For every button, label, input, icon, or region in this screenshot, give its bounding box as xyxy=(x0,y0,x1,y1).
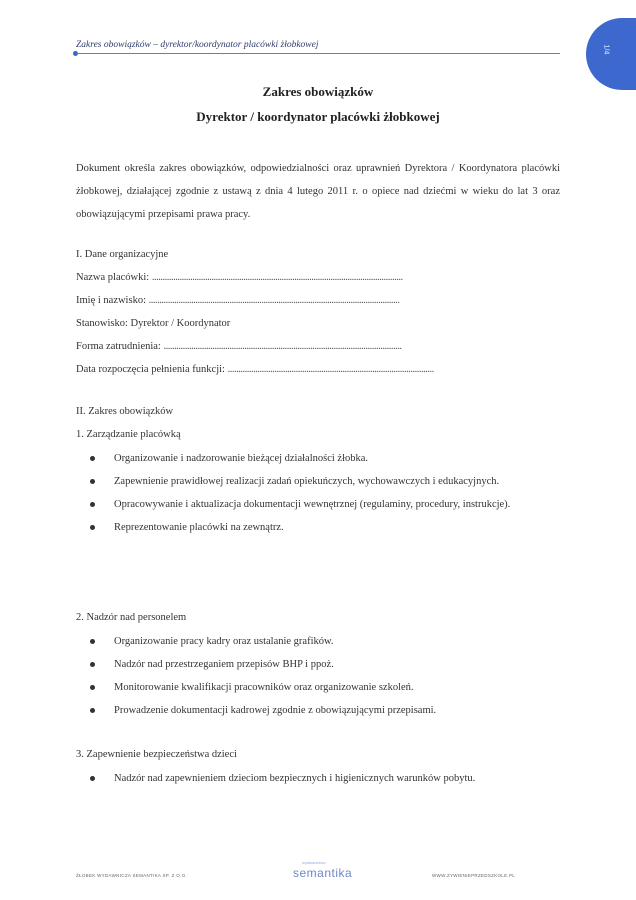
fill-in-line: ................................................................................................. xyxy=(227,364,434,375)
bullet-icon xyxy=(90,456,95,461)
field-label: Forma zatrudnienia: xyxy=(76,341,161,352)
footer-publisher: ŻŁOBEK WYDAWNICZA SEMANTIKA SP. Z O.O. xyxy=(76,873,187,878)
bullet-icon xyxy=(90,776,95,781)
field-position xyxy=(76,318,230,329)
bullet-icon xyxy=(90,662,95,667)
subsection-heading-staff: 2. Nadzór nad personelem xyxy=(76,612,187,623)
bullet-icon xyxy=(90,685,95,690)
bullet-icon xyxy=(90,639,95,644)
footer-logo-caption: wydawnictwo xyxy=(302,860,326,865)
list-item: Nadzór nad zapewnieniem dzieciom bezpiecznych i higienicznych warunków pobytu. xyxy=(76,767,560,790)
subsection-heading-safety: 3. Zapewnienie bezpieczeństwa dzieci xyxy=(76,749,237,760)
section-heading-organizational: I. Dane organizacyjne xyxy=(76,249,169,260)
fill-in-line: ...................................................................................................................... xyxy=(148,295,400,306)
footer-logo: semantika xyxy=(293,866,353,880)
section-heading-duties: II. Zakres obowiązków xyxy=(76,406,174,417)
list-item: Nadzór nad przestrzeganiem przepisów BHP i ppoż. xyxy=(76,653,560,676)
field-label: Imię i nazwisko: xyxy=(76,295,146,306)
footer-website: WWW.ZYWIENIEPRZEDSZKOLE.PL xyxy=(432,873,516,878)
bullet-icon xyxy=(90,708,95,713)
list-item: Opracowywanie i aktualizacja dokumentacji wewnętrznej (regulaminy, procedury, instrukcje). xyxy=(76,493,560,516)
field-facility-name xyxy=(76,272,403,283)
page-number-tab xyxy=(586,18,636,90)
list-item: Zapewnienie prawidłowej realizacji zadań opiekuńczych, wychowawczych i edukacyjnych. xyxy=(76,470,560,493)
management-list xyxy=(76,447,560,539)
list-item: Organizowanie i nadzorowanie bieżącej działalności żłobka. xyxy=(76,447,560,470)
field-label: Stanowisko: Dyrektor / Koordynator xyxy=(76,318,231,329)
safety-list xyxy=(76,767,560,790)
field-start-date xyxy=(76,364,434,375)
bullet-icon xyxy=(90,525,95,530)
list-item: Reprezentowanie placówki na zewnątrz. xyxy=(76,516,560,539)
list-item: Monitorowanie kwalifikacji pracowników oraz organizowanie szkoleń. xyxy=(76,676,560,699)
field-full-name xyxy=(76,295,399,306)
field-label: Data rozpoczęcia pełnienia funkcji: xyxy=(76,364,225,375)
document-subtitle: Dyrektor / koordynator placówki żłobkowej xyxy=(196,109,440,124)
list-item: Organizowanie pracy kadry oraz ustalanie grafików. xyxy=(76,630,560,653)
page-number: 1/4 xyxy=(602,44,610,55)
list-item: Prowadzenie dokumentacji kadrowej zgodnie z obowiązującymi przepisami. xyxy=(76,699,560,722)
bullet-icon xyxy=(90,479,95,484)
staff-list xyxy=(76,630,560,722)
bullet-icon xyxy=(90,502,95,507)
running-header: Zakres obowiązków – dyrektor/koordynator placówki żłobkowej xyxy=(76,40,319,50)
subsection-heading-management: 1. Zarządzanie placówką xyxy=(76,429,181,440)
intro-paragraph: Dokument określa zakres obowiązków, odpowiedzialności oraz uprawnień Dyrektora / Koordynatora placówki żłobkowej, działającej zgodnie z ustawą z dnia 4 lutego 2011 r. o opiece nad dziećmi w wieku do lat 3 oraz obowiązującymi przepisami prawa pracy. xyxy=(76,163,560,220)
document-title: Zakres obowiązków xyxy=(262,84,374,99)
header-rule xyxy=(76,53,560,54)
field-label: Nazwa placówki: xyxy=(76,272,150,283)
fill-in-line: ................................................................................................................ xyxy=(163,341,402,352)
fill-in-line: ...................................................................................................................... xyxy=(151,272,403,283)
field-employment-form xyxy=(76,341,401,352)
